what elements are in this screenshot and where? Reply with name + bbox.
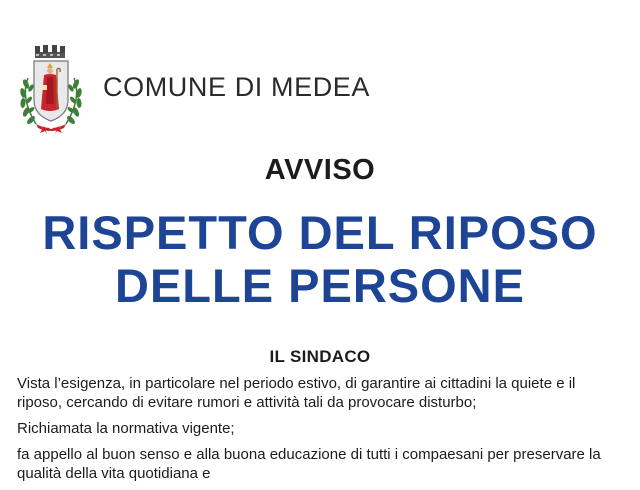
notice-body [17, 374, 623, 490]
headline-line-2: DELLE PERSONE [115, 259, 525, 312]
municipal-coat-of-arms-icon [14, 42, 88, 134]
body-paragraph: Vista l’esigenza, in particolare nel periodo estivo, di garantire ai cittadini la quiete e il riposo, cercando di evitare rumori e attività tali da provocare disturbo; [17, 375, 576, 411]
notice-label: AVVISO [264, 154, 376, 186]
author-heading: IL SINDACO [269, 347, 371, 366]
body-paragraph: fa appello al buon senso e alla buona educazione di tutti i compaesani per preservare la qualità della vita quotidiana e [17, 446, 601, 482]
ribbon-icon [36, 124, 66, 134]
body-paragraph: Richiamata la normativa vigente; [17, 420, 235, 437]
town-name: COMUNE DI MEDEA [103, 72, 371, 102]
document-header [14, 42, 414, 134]
headline-line-1: RISPETTO DEL RIPOSO [42, 206, 598, 259]
crown-icon [35, 45, 65, 58]
